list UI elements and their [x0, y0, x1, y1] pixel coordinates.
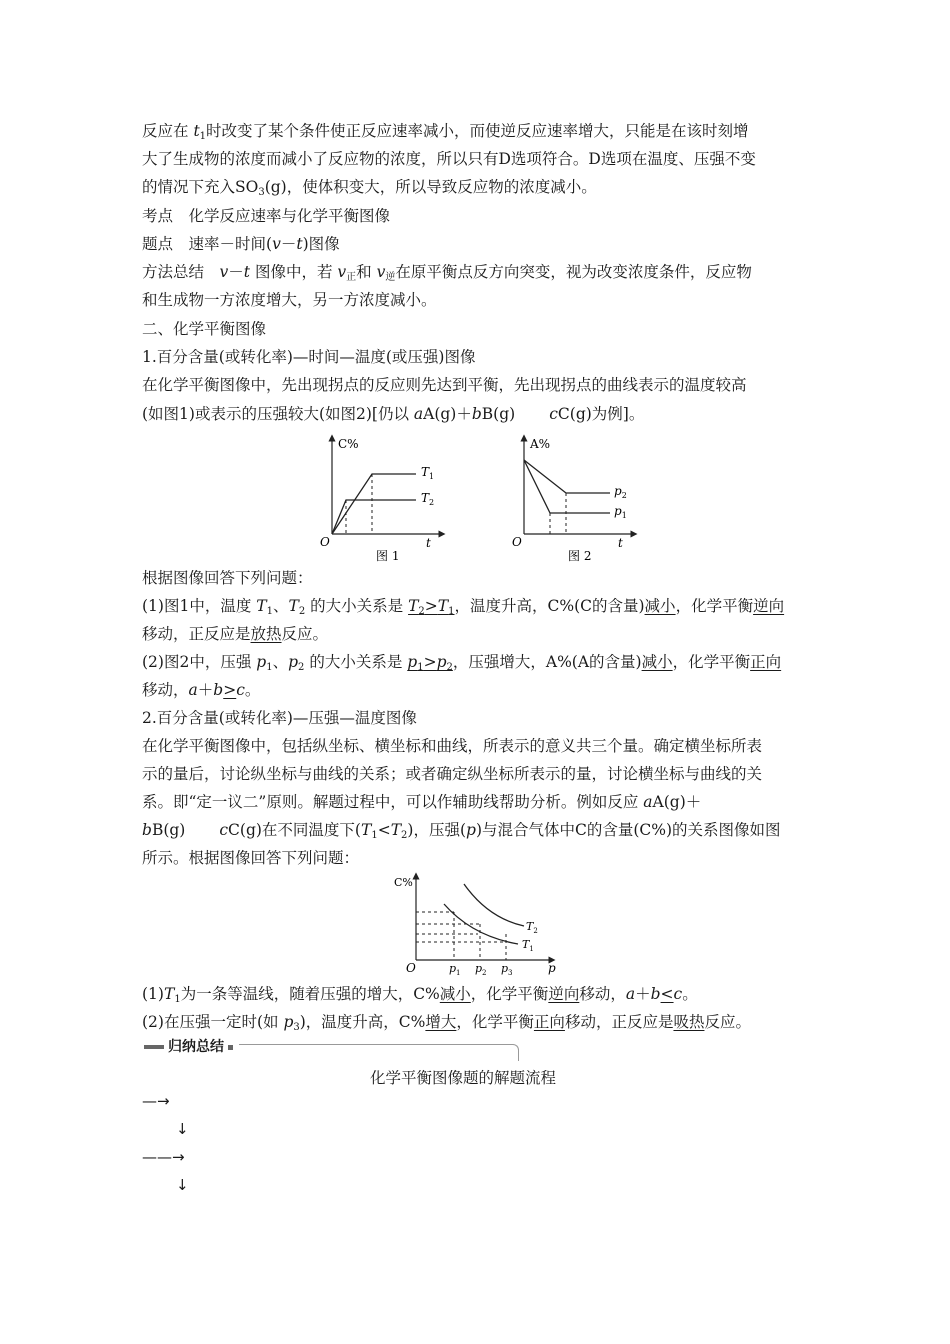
fig2-origin: O	[512, 535, 522, 549]
summary-badge: 归纳总结	[142, 1036, 239, 1056]
flow-arrow-down-1: ↓	[176, 1120, 189, 1138]
fig3-origin: O	[406, 961, 416, 975]
flow-arrow-right-1: —→	[142, 1092, 170, 1110]
para1-line2: 大了生成物的浓度而减小了反应物的浓度，所以只有D选项符合。D选项在温度、压强不变	[142, 150, 756, 168]
q2-line1: (2)图2中，压强 $p_1$、$p_2$ 的大小关系是 $p_1>p_2$，压强增大，A%(A的含量)减小，化学平衡正向	[142, 653, 782, 673]
flow-title: 化学平衡图像题的解题流程	[370, 1069, 557, 1087]
fig1-label-T1: $T_1$	[421, 465, 435, 481]
para1-line1: 反应在 $t_1$时改变了某个条件使正反应速率减小，而使逆反应速率增大，只能是在该时刻增	[142, 122, 749, 142]
q1-answer-relation: $T_2>T_1$	[408, 597, 455, 617]
p1-line2: (如图1)或表示的压强较大(如图2)[仍以 aA(g)＋bB(g) cC(g)为例]。	[142, 405, 645, 423]
fig3-curve-T2	[464, 884, 524, 926]
fig2-label-p1: $p_1$	[614, 504, 627, 520]
fig1-caption: 图 1	[376, 549, 400, 563]
p2-line4: bB(g) cC(g)在不同温度下$(T_1<T_2)$，压强(p)与混合气体中C的含量(C%)的关系图像如图	[142, 821, 781, 841]
fig2-curve-p2	[524, 460, 610, 493]
kaodian: 考点 化学反应速率与化学平衡图像	[142, 207, 391, 225]
subsection-2: 2.百分含量(或转化率)—压强—温度图像	[142, 709, 417, 727]
fig1-label-T2: $T_2$	[421, 491, 435, 507]
fig2-caption: 图 2	[568, 549, 592, 563]
method-line1: 方法总结 v－t 图像中，若 $v_正$和 $v_逆$在原平衡点反方向突变，视为改变浓度条件，反应物	[142, 263, 752, 283]
badge-bar-icon	[144, 1045, 164, 1049]
fig2-label-p2: $p_2$	[614, 484, 627, 500]
p2-line1: 在化学平衡图像中，包括纵坐标、横坐标和曲线，所表示的意义共三个量。确定横坐标所表	[142, 737, 763, 755]
fig1-origin: O	[320, 535, 330, 549]
q4-line: (2)在压强一定时(如 $p_3$)，温度升高，C%增大，化学平衡正向移动，正反应是吸热反应。	[142, 1013, 751, 1033]
flow-arrow-down-2: ↓	[176, 1176, 189, 1194]
p1-line1: 在化学平衡图像中，先出现拐点的反应则先达到平衡，先出现拐点的曲线表示的温度较高	[142, 376, 747, 394]
method-line2: 和生成物一方浓度增大，另一方浓度减小。	[142, 291, 437, 309]
fig1-ylabel: C%	[338, 437, 359, 451]
p2-line5: 所示。根据图像回答下列问题：	[142, 849, 360, 867]
fig1-xlabel: t	[426, 536, 431, 550]
fig3-label-T2: $T_2$	[526, 920, 538, 935]
badge-square-icon	[228, 1045, 233, 1050]
figure-2	[510, 432, 640, 564]
fig3-curve-T1	[444, 904, 518, 944]
fig3-ylabel: C%	[394, 876, 413, 889]
figure-1	[318, 432, 448, 564]
q1-line1: (1)图1中，温度 $T_1$、$T_2$ 的大小关系是 $T_2>T_1$，温度升高，C%(C的含量)减小，化学平衡逆向	[142, 597, 785, 617]
fig3-tick-p2: $p_2$	[475, 962, 487, 977]
p2-line3: 系。即“定一议二”原则。解题过程中，可以作辅助线帮助分析。例如反应 aA(g)＋	[142, 793, 702, 811]
fig2-xlabel: t	[618, 536, 623, 550]
tidian: 题点 速率－时间(v－t)图像	[142, 235, 340, 253]
fig3-label-T1: $T_1$	[522, 938, 534, 953]
fig3-tick-p1: $p_1$	[449, 962, 461, 977]
answer-intro: 根据图像回答下列问题：	[142, 569, 313, 587]
q3-line: $(1)T_1$为一条等温线，随着压强的增大，C%减小，化学平衡逆向移动，a＋b<c。	[142, 985, 698, 1005]
q2-answer-relation: $p_1>p_2$	[407, 653, 453, 673]
q2-line2: 移动，a＋b>c。	[142, 681, 261, 699]
fig3-tick-p3: $p_3$	[501, 962, 513, 977]
section-title-2: 二、化学平衡图像	[142, 320, 267, 338]
subsection-1: 1.百分含量(或转化率)—时间—温度(或压强)图像	[142, 348, 476, 366]
p2-line2: 示的量后，讨论纵坐标与曲线的关系；或者确定纵坐标所表示的量，讨论横坐标与曲线的关	[142, 765, 763, 783]
fig2-curve-p1	[524, 460, 610, 513]
figure-3	[392, 872, 562, 980]
fig1-curve-T2	[332, 500, 416, 534]
q1-line2: 移动，正反应是放热反应。	[142, 625, 329, 643]
fig2-ylabel: A%	[530, 437, 551, 451]
fig3-xlabel: p	[548, 961, 556, 975]
flow-arrow-right-2: ——→	[142, 1148, 185, 1166]
para1-line3: 的情况下充入$SO_3(g)$，使体积变大，所以导致反应物的浓度减小。	[142, 178, 597, 198]
